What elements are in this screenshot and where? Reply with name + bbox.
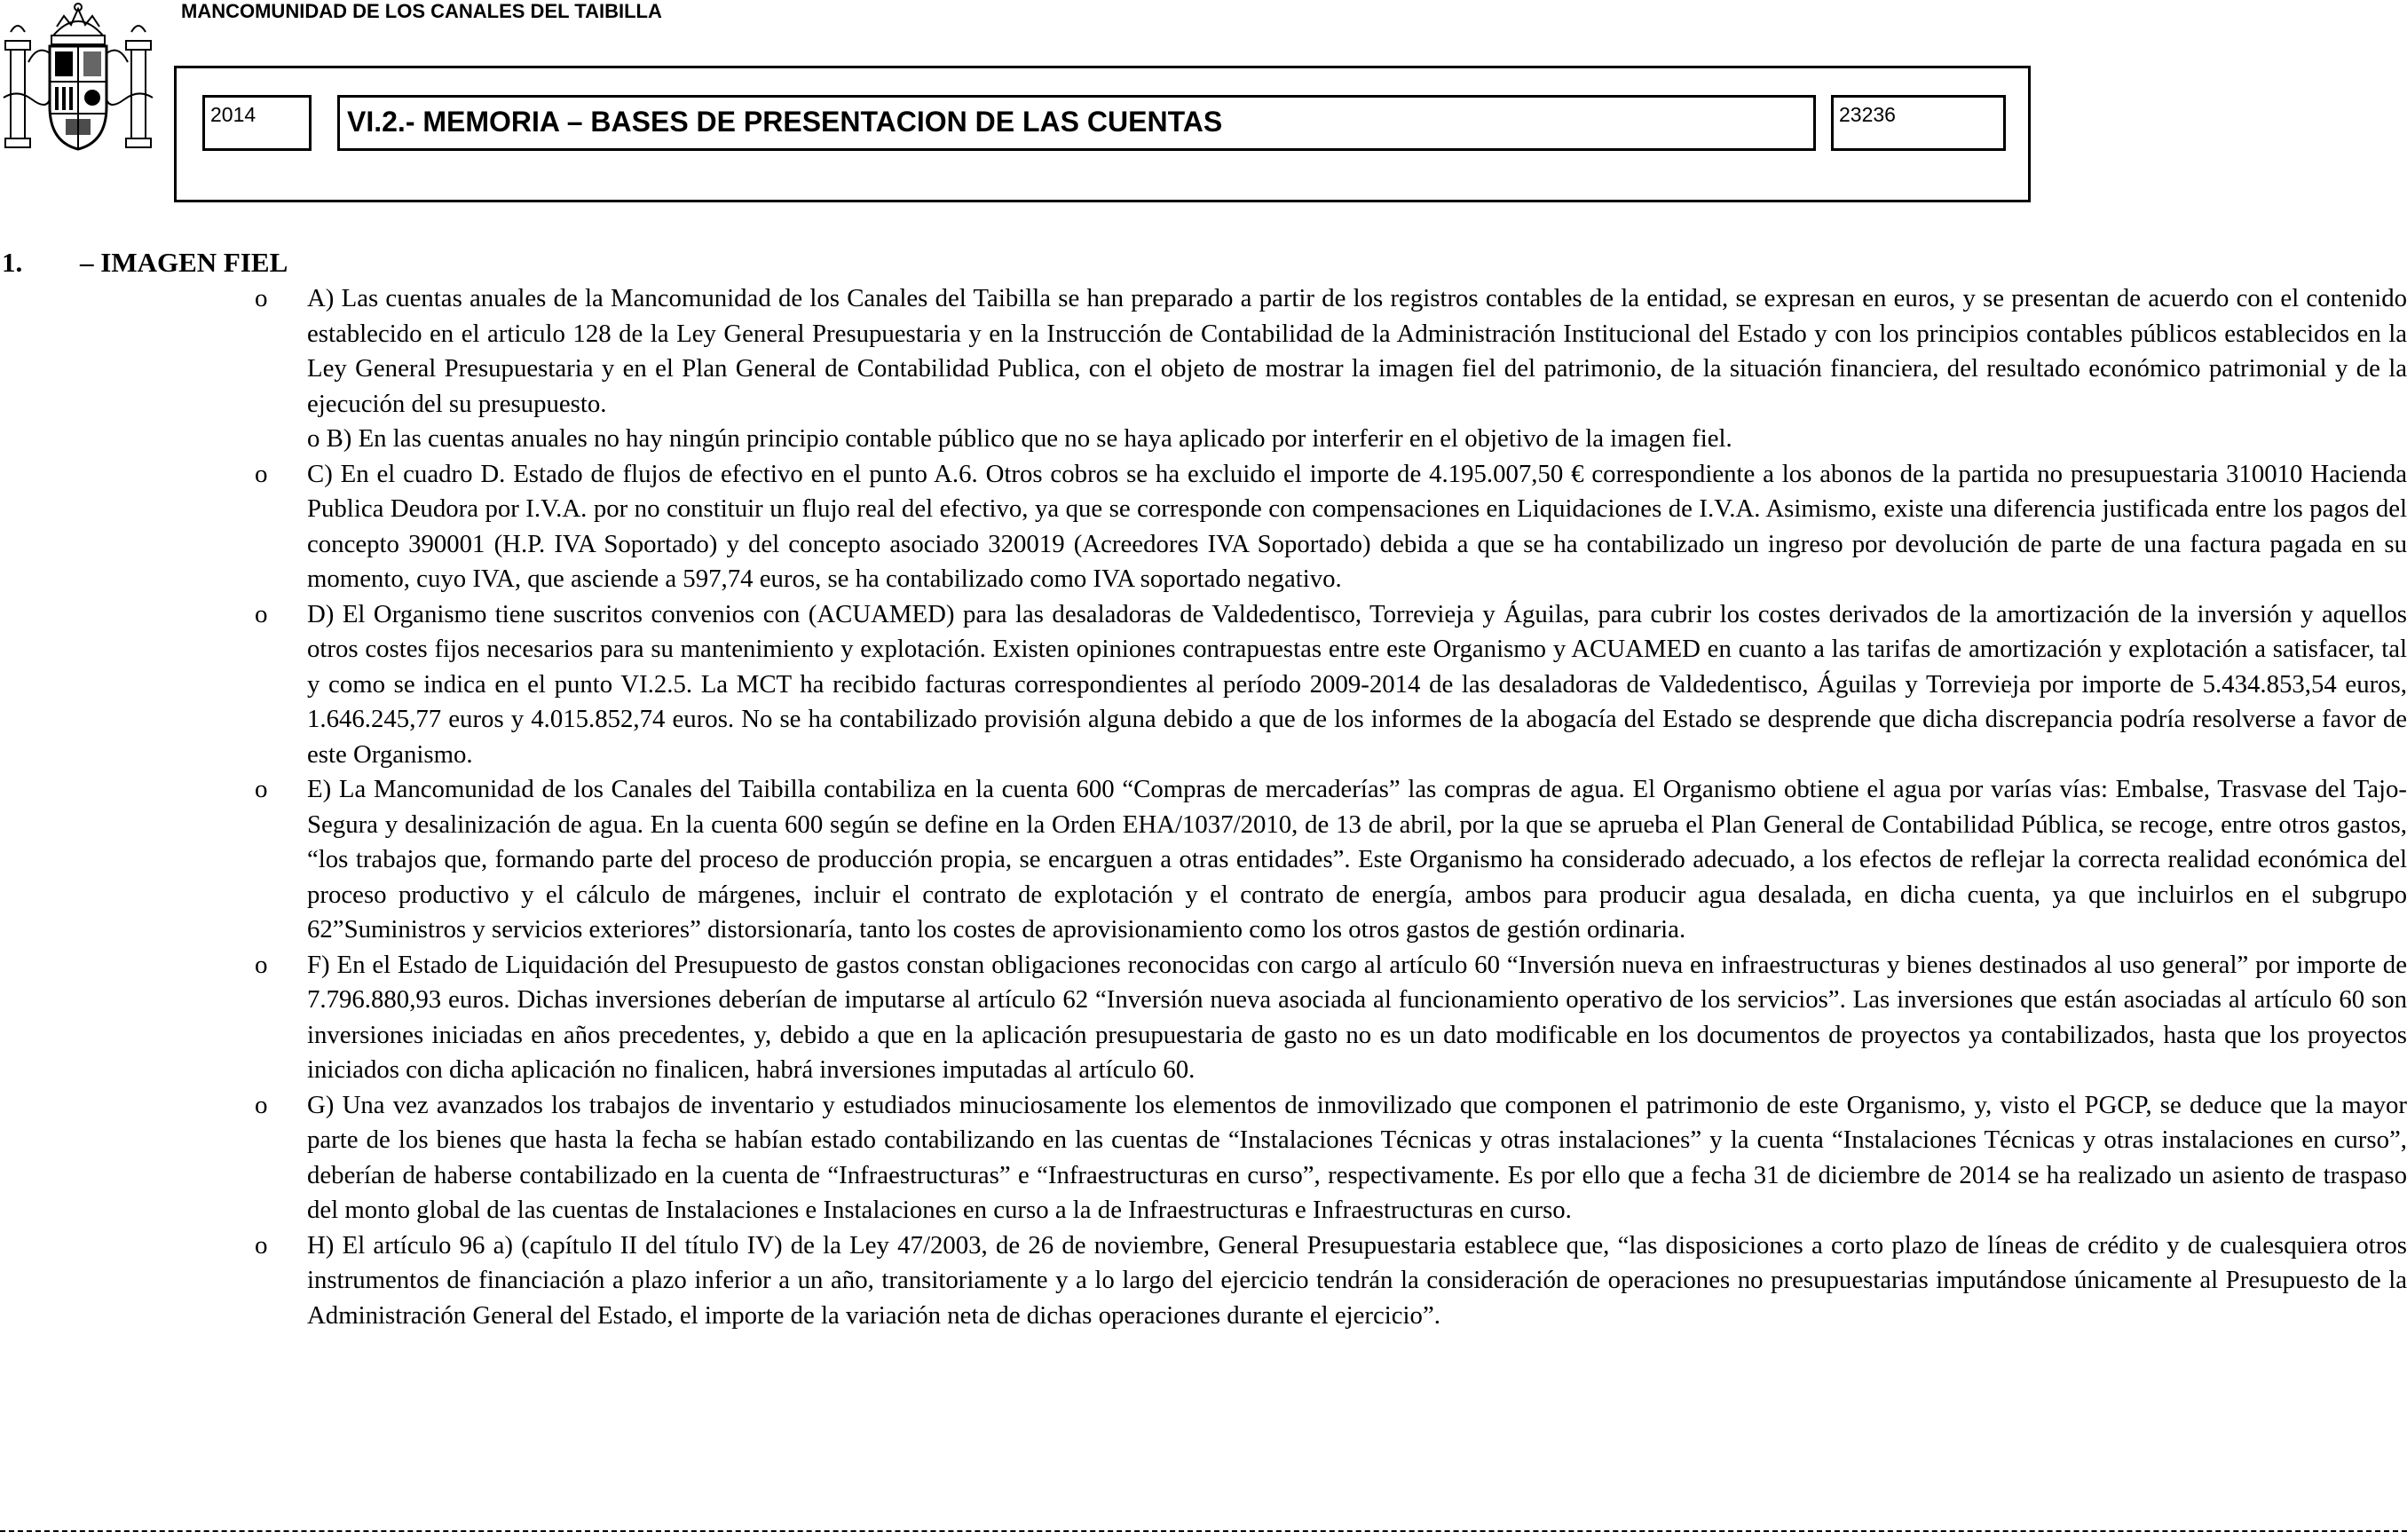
list-item-g: [0, 1088, 2407, 1228]
section-heading: [2, 246, 288, 280]
list-item-text: E) La Mancomunidad de los Canales del Taibilla contabiliza en la cuenta 600 “Compras de mercaderías” las compras de agua. El Organismo obtiene el agua por varías vías: Embalse, Trasvase del Tajo-Segura y desalinización de agua. En la cuenta 600 según se define en la Orden EHA/1037/2010, de 13 de abril, por la que se aprueba el Plan General de Contabilidad Pública, se recoge, entre otros gastos, “los trabajos que, formando parte del proceso de producción propia, se encarguen a otras entidades”. Este Organismo ha considerado adecuado, a los efectos de reflejar la correcta realidad económica del proceso productivo y el cálculo de márgenes, incluir el contrato de explotación y el contrato de energía, ambos para producir agua desalada, en dicha cuenta, ya que incluirlos en el subgrupo 62”Suministros y servicios exteriores” distorsionaría, tanto los costes de aprovisionamiento como los otros gastos de gestión ordinaria.: [307, 775, 2407, 944]
bullet-marker: o: [255, 599, 268, 628]
list-item-text: H) El artículo 96 a) (capítulo II del título IV) de la Ley 47/2003, de 26 de noviembre, General Presupuestaria establece que, “las disposiciones a corto plazo de líneas de crédito y de cualesquiera otros instrumentos de financiación a plazo inferior a un año, transitoriamente y a lo largo del ejercicio tendrán la consideración de operaciones no presupuestarias imputándose únicamente al Presupuesto de la Administración General del Estado, el importe de la variación neta de dichas operaciones durante el ejercicio”.: [307, 1230, 2407, 1330]
list-item-text: D) El Organismo tiene suscritos convenios con (ACUAMED) para las desaladoras de Valdedentisco, Torrevieja y Águilas, para cubrir los costes derivados de la amortización de la inversión y aquellos otros costes fijos necesarios para su mantenimiento y explotación. Existen opiniones contrapuestas entre este Organismo y ACUAMED en cuanto a las tarifas de amortización y explotación a satisfacer, tal y como se indica en el punto VI.2.5. La MCT ha recibido facturas correspondientes al período 2009-2014 de las desaladoras de Valdedentisco, Águilas y Torrevieja por importe de 5.434.853,54 euros, 1.646.245,77 euros y 4.015.852,74 euros. No se ha contabilizado provisión alguna debido a que de los informes de la abogacía del Estado se desprende que dicha discrepancia podría resolverse a favor de este Organismo.: [307, 599, 2407, 769]
section-items: [0, 281, 2407, 1333]
list-item-text: C) En el cuadro D. Estado de flujos de efectivo en el punto A.6. Otros cobros se ha excluido el importe de 4.195.007,50 € correspondiente a los abonos de la partida no presupuestaria 310010 Hacienda Publica Deudora por I.V.A. por no constituir un flujo real del efectivo, ya que se corresponde con compensaciones en Liquidaciones de I.V.A. Asimismo, existe una diferencia justificada entre los pagos del concepto 390001 (H.P. IVA Soportado) y del concepto asociado 320019 (Acreedores IVA Soportado) debida a que se ha contabilizado un ingreso por devolución de parte de una factura pagada en su momento, cuyo IVA, que asciende a 597,74 euros, se ha contabilizado como IVA soportado negativo.: [307, 459, 2407, 593]
entity-code-box: 23236: [1831, 95, 2006, 151]
list-item-text: A) Las cuentas anuales de la Mancomunidad de los Canales del Taibilla se han preparado a partir de los registros contables de la entidad, se expresan en euros, y se presentan de acuerdo con el contenido establecido en el articulo 128 de la Ley General Presupuestaria y en la Instrucción de Contabilidad de la Administración Institucional del Estado y con los principios contables públicos establecidos en la Ley General Presupuestaria y en el Plan General de Contabilidad Publica, con el objeto de mostrar la imagen fiel del patrimonio, de la situación financiera, del resultado económico patrimonial y de la ejecución del su presupuesto.: [307, 284, 2407, 418]
section-title: – IMAGEN FIEL: [80, 247, 288, 278]
year-box: 2014: [202, 95, 312, 151]
bullet-marker: o: [255, 459, 268, 488]
document-title: VI.2.- MEMORIA – BASES DE PRESENTACION DE LAS CUENTAS: [337, 95, 1816, 151]
bullet-marker: o: [255, 950, 268, 979]
list-item-c: [0, 457, 2407, 597]
coat-of-arms-logo: [2, 0, 154, 158]
list-item-f: [0, 948, 2407, 1088]
list-item-h: [0, 1228, 2407, 1334]
organization-name: MANCOMUNIDAD DE LOS CANALES DEL TAIBILLA: [181, 0, 662, 22]
list-item-text: o B) En las cuentas anuales no hay ningún principio contable público que no se haya aplicado por interferir en el objetivo de la imagen fiel.: [307, 424, 1732, 453]
bullet-marker: o: [255, 284, 268, 312]
list-item-a: [0, 281, 2407, 422]
list-item-b: [0, 422, 2407, 457]
list-item-e: [0, 772, 2407, 948]
list-item-text: G) Una vez avanzados los trabajos de inventario y estudiados minuciosamente los elementos de inmovilizado que componen el patrimonio de este Organismo, y, visto el PGCP, se deduce que la mayor parte de los bienes que hasta la fecha se habían estado contabilizando en las cuentas de “Instalaciones Técnicas y otras instalaciones” y la cuenta “Instalaciones Técnicas y otras instalaciones en curso”, deberían de haberse contabilizado en la cuenta de “Infraestructuras” e “Infraestructuras en curso”, respectivamente. Es por ello que a fecha 31 de diciembre de 2014 se ha realizado un asiento de traspaso del monto global de las cuentas de Instalaciones e Instalaciones en curso a la de Infraestructuras e Infraestructuras en curso.: [307, 1090, 2407, 1224]
bullet-marker: o: [255, 775, 268, 803]
section-number: 1.: [2, 247, 23, 278]
bullet-marker: o: [255, 1230, 268, 1260]
page-bottom-dashed-rule: [0, 1530, 2407, 1532]
list-item-text: F) En el Estado de Liquidación del Presupuesto de gastos constan obligaciones reconocidas con cargo al artículo 60 “Inversión nueva en infraestructuras y bienes destinados al uso general” por importe de 7.796.880,93 euros. Dichas inversiones deberían de imputarse al artículo 62 “Inversión nueva asociada al funcionamiento operativo de los servicios”. Las inversiones que están asociadas al artículo 60 son inversiones iniciadas en años precedentes, y, debido a que en la aplicación presupuestaria de gasto no es un dato modificable en los documentos de proyectos ya contabilizados, hasta que los proyectos iniciados con dicha aplicación no finalicen, habrá inversiones imputadas al artículo 60.: [307, 950, 2407, 1084]
list-item-d: [0, 597, 2407, 773]
bullet-marker: o: [255, 1090, 268, 1119]
